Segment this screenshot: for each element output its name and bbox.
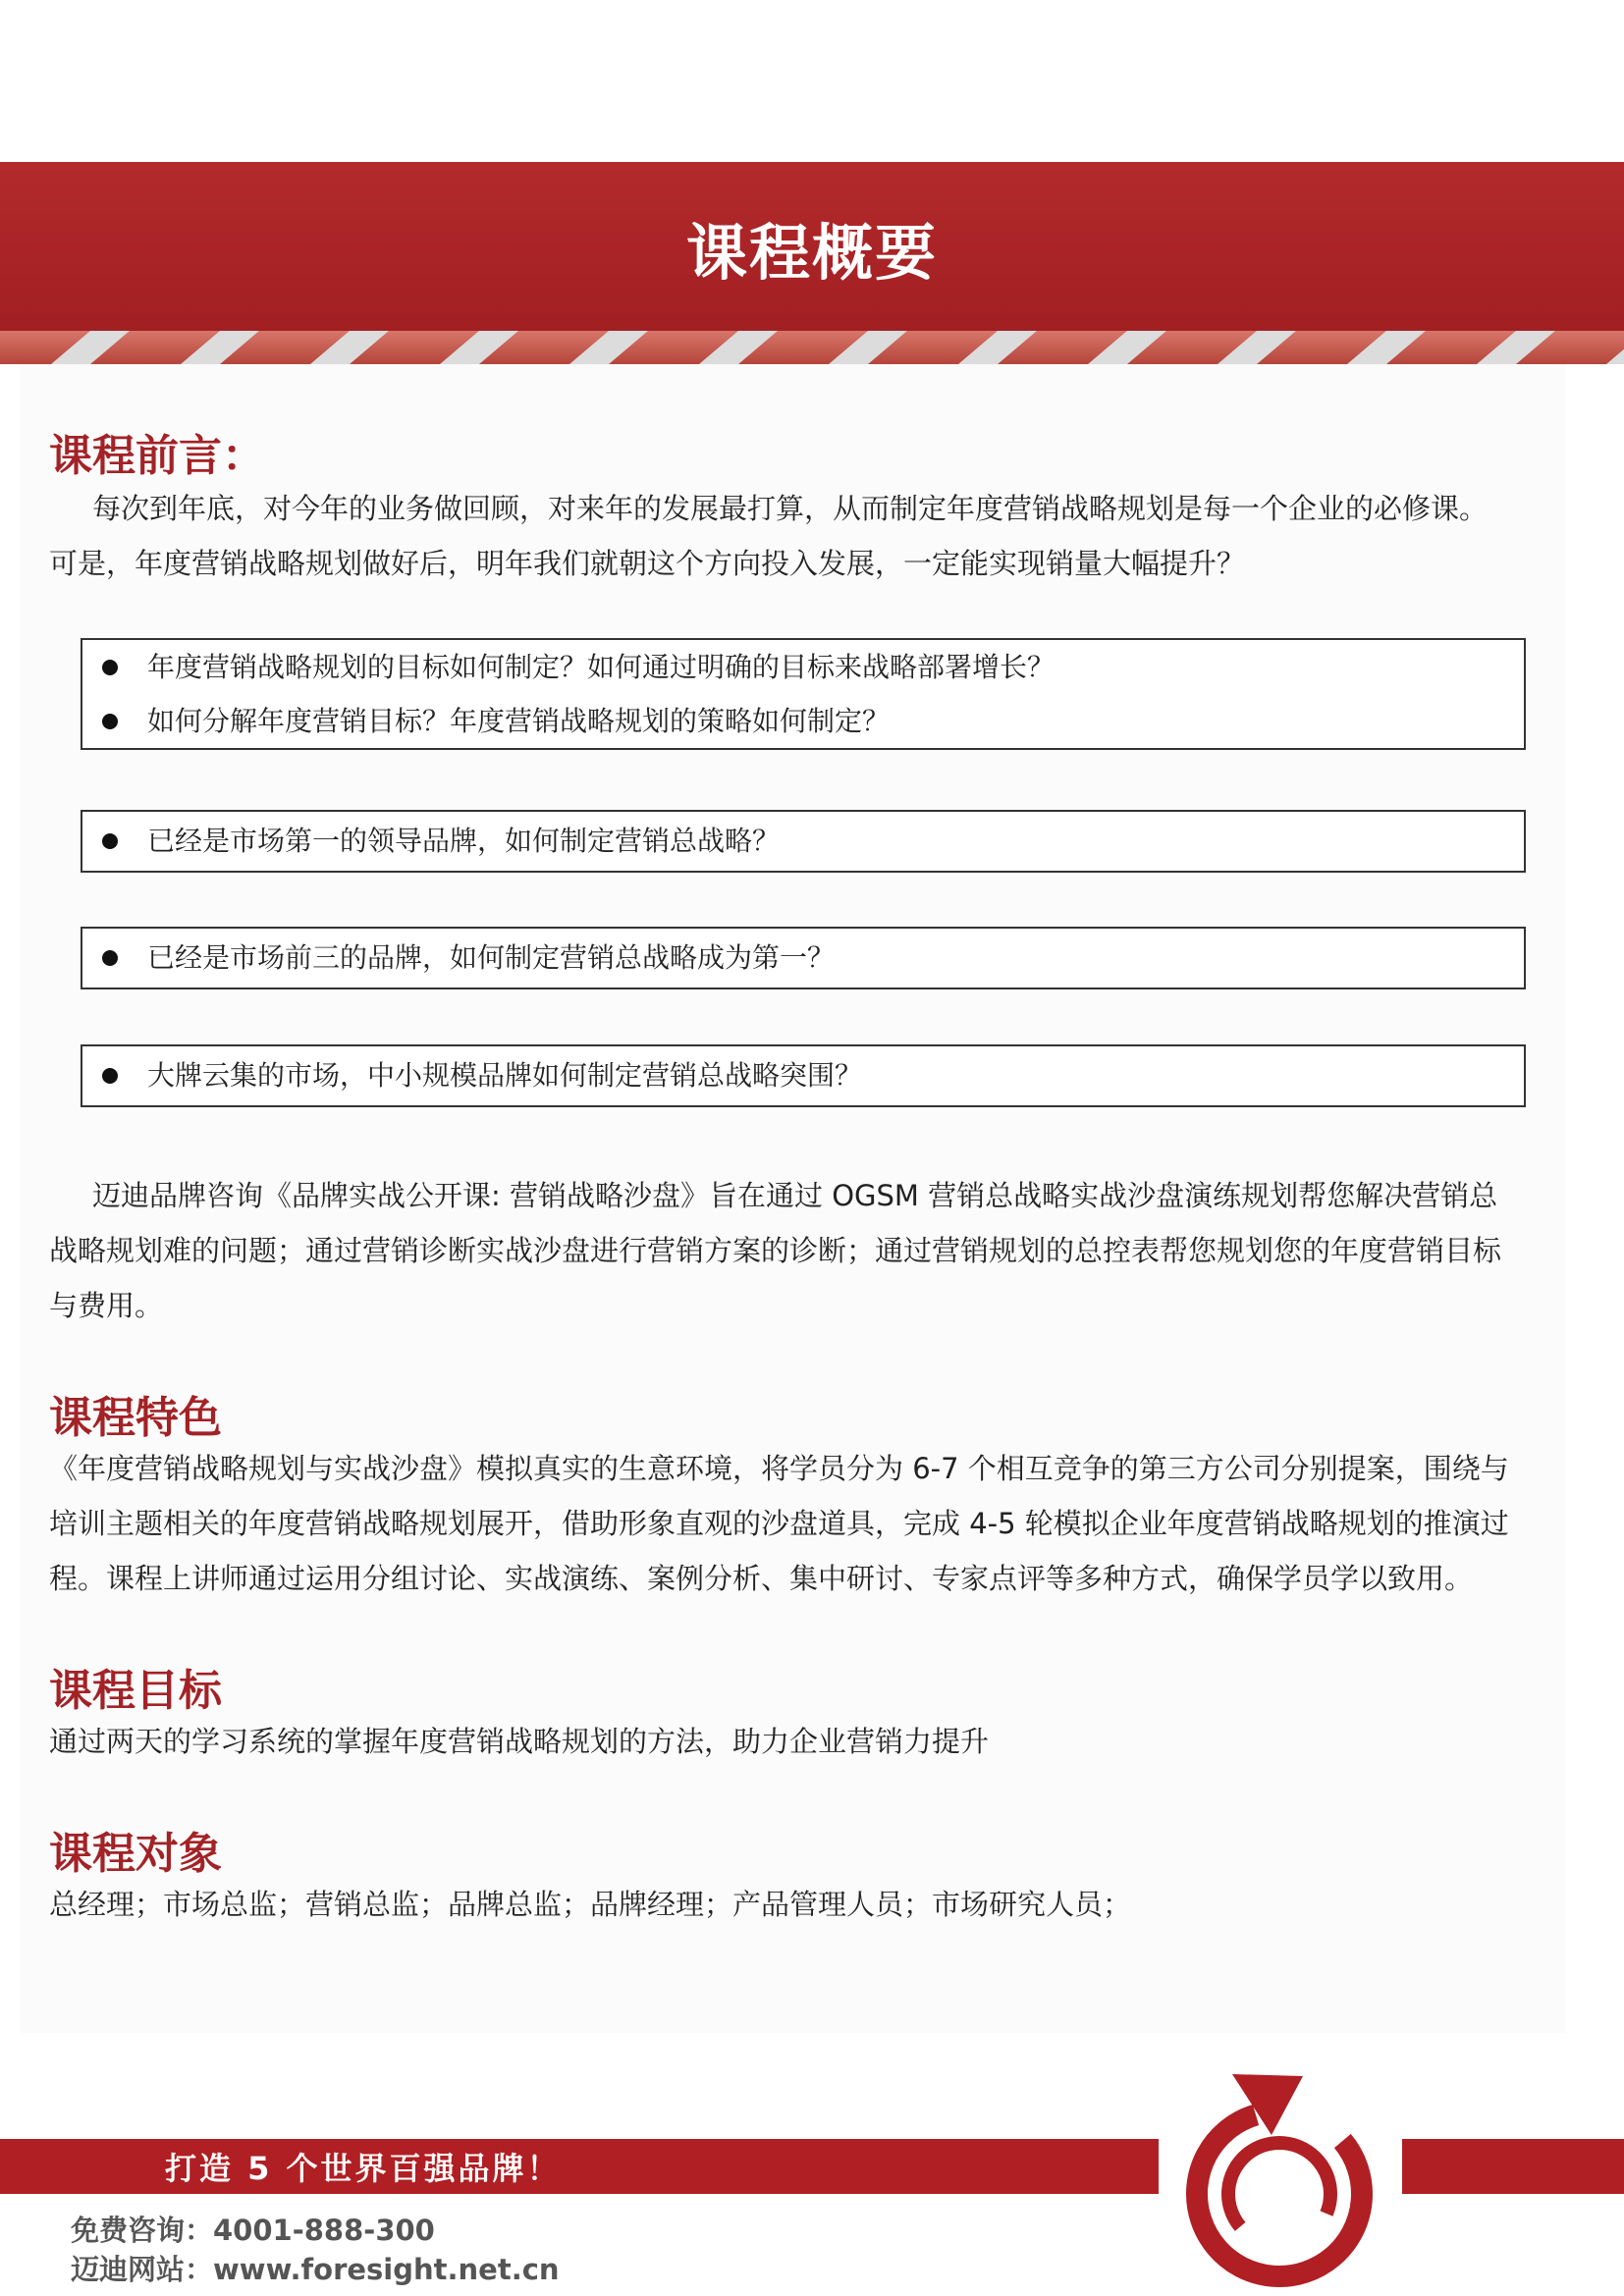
question-item: 如何分解年度营销目标？年度营销战略规划的策略如何制定？ bbox=[82, 694, 1524, 748]
preface-heading: 课程前言： bbox=[49, 431, 265, 481]
bullet-icon bbox=[102, 950, 118, 966]
preface-line-1: 每次到年底，对今年的业务做回顾，对来年的发展最打算，从而制定年度营销战略规划是每一个企业的必修课。 bbox=[92, 492, 1489, 525]
bullet-icon bbox=[102, 833, 118, 849]
circular-arrow-logo-icon bbox=[1173, 2066, 1389, 2296]
page-title: 课程概要 bbox=[685, 217, 938, 289]
bullet-icon bbox=[102, 1068, 118, 1084]
features-paragraph: 《年度营销战略规划与实战沙盘》模拟真实的生意环境，将学员分为 6-7 个相互竞争的第三方公司分别提案，围绕与 培训主题相关的年度营销战略规划展开，借助形象直观的沙盘道具，完成 4-5 轮模拟企业年度营销战略规划的推演过 程。课程上讲师通过运用分组讨论、实战演练、案例分析、集中研讨、专家点评等多种方式，确保学员学以致用。 bbox=[49, 1452, 1509, 1595]
footer-slogan: 打造 5 个世界百强品牌！ bbox=[165, 2150, 562, 2187]
question-item: 年度营销战略规划的目标如何制定？如何通过明确的目标来战略部署增长？ bbox=[82, 640, 1524, 694]
goals-heading: 课程目标 bbox=[49, 1666, 222, 1716]
audience-text: 总经理；市场总监；营销总监；品牌总监；品牌经理；产品管理人员；市场研究人员； bbox=[49, 1888, 1132, 1921]
preface-paragraph bbox=[49, 481, 1522, 591]
footer-band-right bbox=[1402, 2139, 1624, 2194]
question-box-3 bbox=[81, 927, 1526, 989]
question-item: 已经是市场第一的领导品牌，如何制定营销总战略？ bbox=[82, 812, 1524, 871]
question-box-2 bbox=[81, 810, 1526, 873]
features-heading: 课程特色 bbox=[49, 1393, 222, 1443]
question-box-1 bbox=[81, 638, 1526, 750]
bullet-icon bbox=[102, 660, 118, 675]
question-box-4 bbox=[81, 1044, 1526, 1107]
summary-paragraph: 迈迪品牌咨询《品牌实战公开课: 营销战略沙盘》旨在通过 OGSM 营销总战略实战沙盘演练规划帮您解决营销总 战略规划难的问题；通过营销诊断实战沙盘进行营销方案的诊断；通过营销规划的总控表帮您规划您的年度营销目标 与费用。 bbox=[49, 1179, 1502, 1322]
preface-line-2: 可是，年度营销战略规划做好后，明年我们就朝这个方向投入发展，一定能实现销量大幅提升？ bbox=[49, 547, 1246, 580]
decorative-stripes bbox=[0, 331, 1624, 364]
audience-heading: 课程对象 bbox=[49, 1829, 222, 1879]
question-item: 已经是市场前三的品牌，如何制定营销总战略成为第一？ bbox=[82, 929, 1524, 988]
bullet-icon bbox=[102, 714, 118, 729]
goals-text: 通过两天的学习系统的掌握年度营销战略规划的方法，助力企业营销力提升 bbox=[49, 1725, 990, 1758]
contact-phone: 免费咨询：4001-888-300 bbox=[71, 2214, 435, 2247]
question-item: 大牌云集的市场，中小规模品牌如何制定营销总战略突围？ bbox=[82, 1046, 1524, 1105]
contact-website: 迈迪网站：www.foresight.net.cn bbox=[71, 2253, 560, 2286]
